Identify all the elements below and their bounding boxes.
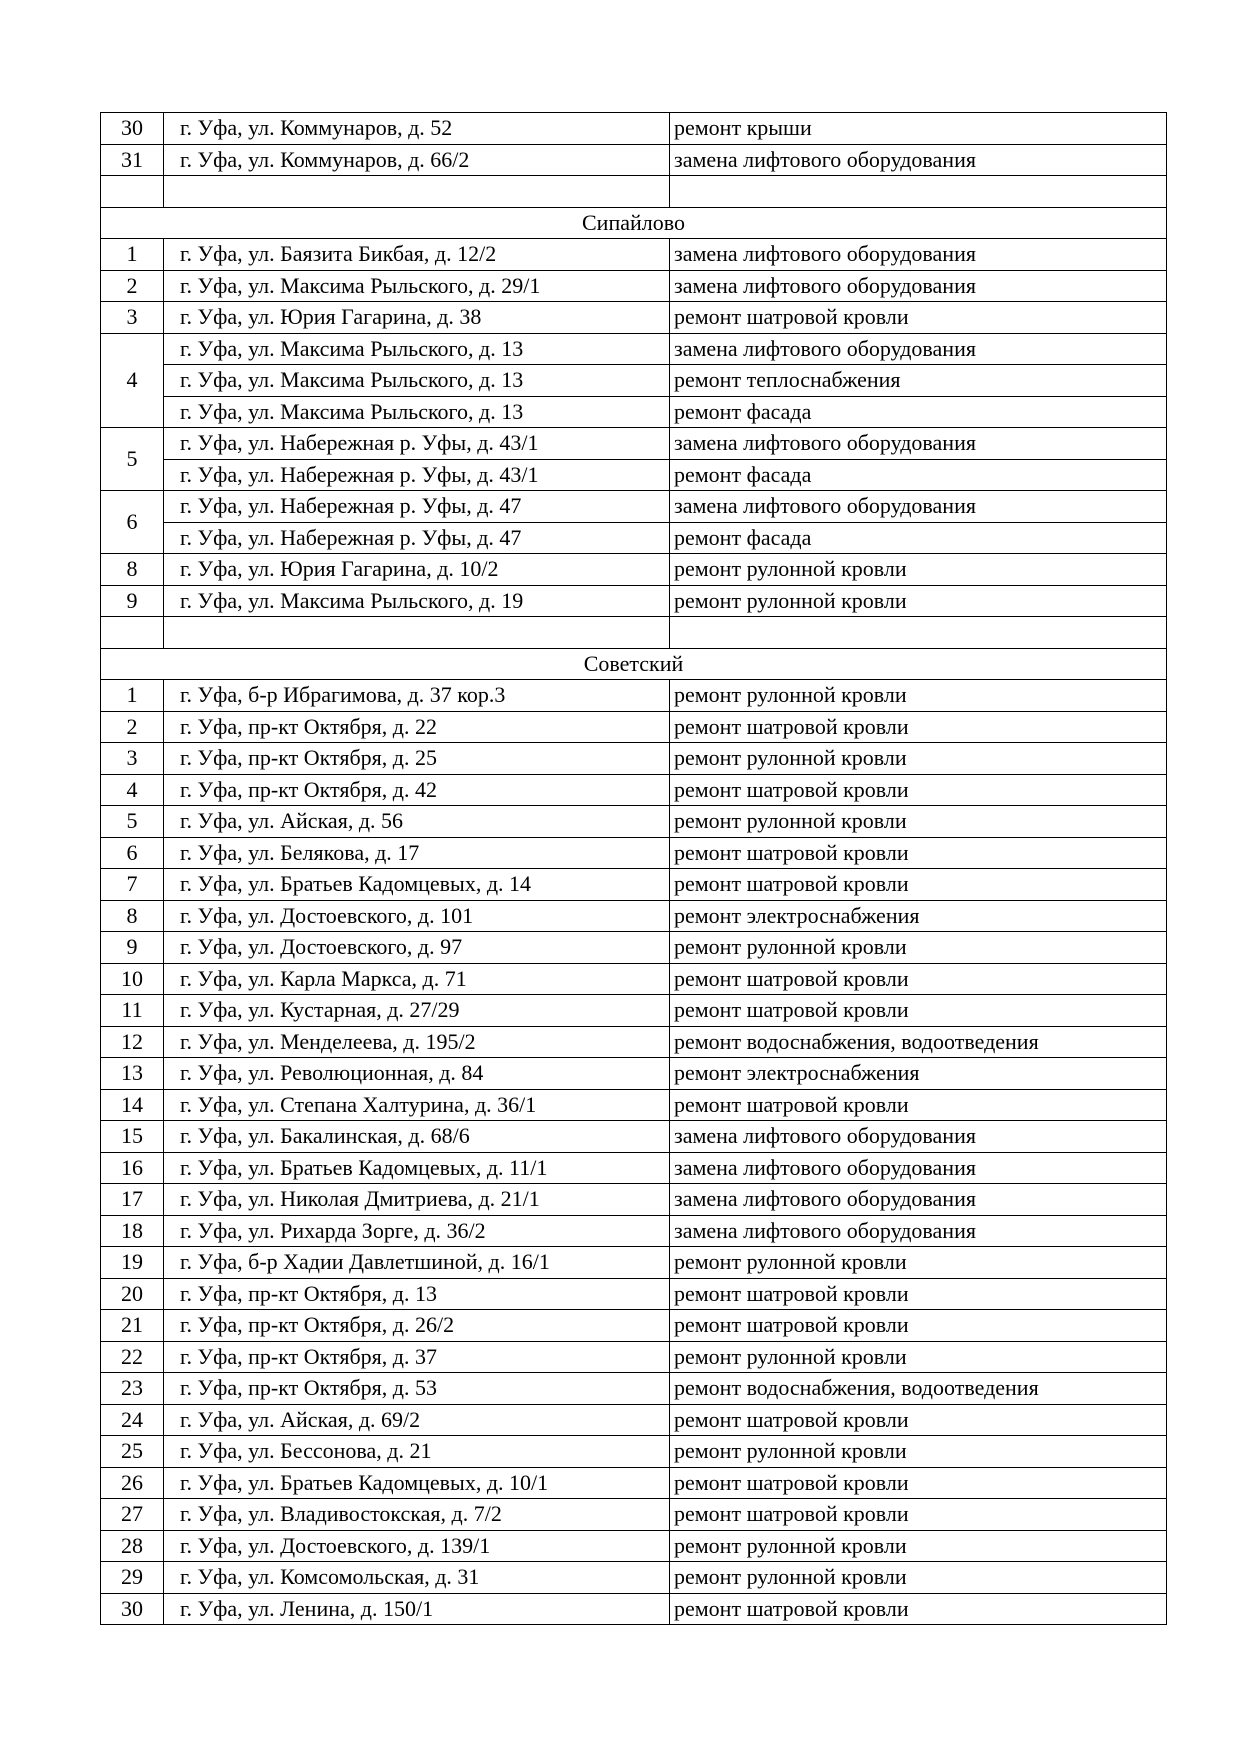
row-number: 27 [101, 1499, 164, 1531]
row-work-type: ремонт шатровой кровли [670, 1278, 1167, 1310]
row-address: г. Уфа, ул. Набережная р. Уфы, д. 43/1 [164, 428, 670, 460]
row-address: г. Уфа, ул. Максима Рыльского, д. 13 [164, 396, 670, 428]
row-address: г. Уфа, ул. Белякова, д. 17 [164, 837, 670, 869]
row-work-type: ремонт шатровой кровли [670, 837, 1167, 869]
row-work-type: ремонт шатровой кровли [670, 711, 1167, 743]
row-number: 1 [101, 680, 164, 712]
row-work-type: замена лифтового оборудования [670, 333, 1167, 365]
row-address: г. Уфа, ул. Карла Маркса, д. 71 [164, 963, 670, 995]
row-address: г. Уфа, ул. Братьев Кадомцевых, д. 11/1 [164, 1152, 670, 1184]
table-row [101, 1562, 1167, 1594]
table-row [101, 428, 1167, 460]
row-number: 12 [101, 1026, 164, 1058]
row-work-type: ремонт фасада [670, 522, 1167, 554]
row-work-type: ремонт шатровой кровли [670, 995, 1167, 1027]
row-address: г. Уфа, ул. Айская, д. 69/2 [164, 1404, 670, 1436]
row-address: г. Уфа, ул. Юрия Гагарина, д. 38 [164, 302, 670, 334]
row-number: 1 [101, 239, 164, 271]
table-row [101, 270, 1167, 302]
row-number: 13 [101, 1058, 164, 1090]
row-work-type: ремонт теплоснабжения [670, 365, 1167, 397]
blank-cell [164, 617, 670, 649]
row-number: 5 [101, 428, 164, 491]
row-number: 6 [101, 491, 164, 554]
row-work-type: ремонт шатровой кровли [670, 1499, 1167, 1531]
row-number: 21 [101, 1310, 164, 1342]
row-address: г. Уфа, ул. Максима Рыльского, д. 13 [164, 365, 670, 397]
row-number: 2 [101, 270, 164, 302]
table-row [101, 1089, 1167, 1121]
blank-cell [101, 176, 164, 208]
row-number: 3 [101, 302, 164, 334]
table-row [101, 680, 1167, 712]
row-number: 24 [101, 1404, 164, 1436]
row-number: 20 [101, 1278, 164, 1310]
table-row [101, 1215, 1167, 1247]
row-number: 6 [101, 837, 164, 869]
row-work-type: ремонт рулонной кровли [670, 554, 1167, 586]
blank-row [101, 617, 1167, 649]
row-work-type: замена лифтового оборудования [670, 1152, 1167, 1184]
row-number: 28 [101, 1530, 164, 1562]
row-address: г. Уфа, пр-кт Октября, д. 25 [164, 743, 670, 775]
row-address: г. Уфа, ул. Достоевского, д. 97 [164, 932, 670, 964]
table-row [101, 774, 1167, 806]
row-number: 26 [101, 1467, 164, 1499]
table-row [101, 806, 1167, 838]
row-work-type: ремонт шатровой кровли [670, 302, 1167, 334]
row-number: 7 [101, 869, 164, 901]
table-row [101, 1184, 1167, 1216]
row-number: 16 [101, 1152, 164, 1184]
table-row [101, 333, 1167, 365]
table-row [101, 1530, 1167, 1562]
row-work-type: ремонт шатровой кровли [670, 869, 1167, 901]
row-address: г. Уфа, ул. Бакалинская, д. 68/6 [164, 1121, 670, 1153]
row-number: 2 [101, 711, 164, 743]
row-number: 14 [101, 1089, 164, 1121]
table-row [101, 1499, 1167, 1531]
row-address: г. Уфа, ул. Братьев Кадомцевых, д. 10/1 [164, 1467, 670, 1499]
row-number: 4 [101, 774, 164, 806]
section-title: Советский [101, 648, 1167, 680]
table-row [101, 239, 1167, 271]
row-address: г. Уфа, ул. Юрия Гагарина, д. 10/2 [164, 554, 670, 586]
table-row [101, 491, 1167, 523]
row-work-type: ремонт шатровой кровли [670, 1467, 1167, 1499]
row-address: г. Уфа, ул. Набережная р. Уфы, д. 47 [164, 522, 670, 554]
row-address: г. Уфа, ул. Комсомольская, д. 31 [164, 1562, 670, 1594]
row-work-type: ремонт шатровой кровли [670, 1593, 1167, 1625]
row-address: г. Уфа, б-р Ибрагимова, д. 37 кор.3 [164, 680, 670, 712]
row-work-type: замена лифтового оборудования [670, 1184, 1167, 1216]
section-header-row [101, 207, 1167, 239]
row-number: 8 [101, 554, 164, 586]
table-row [101, 932, 1167, 964]
row-work-type: ремонт крыши [670, 113, 1167, 145]
row-number: 9 [101, 932, 164, 964]
table-row [101, 837, 1167, 869]
row-work-type: замена лифтового оборудования [670, 1215, 1167, 1247]
table-row [101, 1436, 1167, 1468]
section-title: Сипайлово [101, 207, 1167, 239]
row-work-type: замена лифтового оборудования [670, 239, 1167, 271]
row-number: 19 [101, 1247, 164, 1279]
row-address: г. Уфа, ул. Максима Рыльского, д. 19 [164, 585, 670, 617]
row-number: 17 [101, 1184, 164, 1216]
row-address: г. Уфа, ул. Владивостокская, д. 7/2 [164, 1499, 670, 1531]
row-address: г. Уфа, ул. Набережная р. Уфы, д. 43/1 [164, 459, 670, 491]
row-work-type: ремонт фасада [670, 459, 1167, 491]
row-work-type: ремонт рулонной кровли [670, 680, 1167, 712]
row-address: г. Уфа, ул. Коммунаров, д. 66/2 [164, 144, 670, 176]
table-row [101, 302, 1167, 334]
row-work-type: ремонт рулонной кровли [670, 1562, 1167, 1594]
table-row [101, 1026, 1167, 1058]
row-number: 31 [101, 144, 164, 176]
row-address: г. Уфа, ул. Николая Дмитриева, д. 21/1 [164, 1184, 670, 1216]
row-address: г. Уфа, ул. Революционная, д. 84 [164, 1058, 670, 1090]
row-number: 10 [101, 963, 164, 995]
section-header-row [101, 648, 1167, 680]
row-address: г. Уфа, пр-кт Октября, д. 37 [164, 1341, 670, 1373]
row-address: г. Уфа, пр-кт Октября, д. 13 [164, 1278, 670, 1310]
row-work-type: замена лифтового оборудования [670, 491, 1167, 523]
row-work-type: ремонт водоснабжения, водоотведения [670, 1373, 1167, 1405]
row-address: г. Уфа, б-р Хадии Давлетшиной, д. 16/1 [164, 1247, 670, 1279]
row-work-type: замена лифтового оборудования [670, 270, 1167, 302]
row-address: г. Уфа, ул. Менделеева, д. 195/2 [164, 1026, 670, 1058]
row-address: г. Уфа, пр-кт Октября, д. 22 [164, 711, 670, 743]
blank-cell [670, 176, 1167, 208]
table-row [101, 459, 1167, 491]
row-work-type: ремонт рулонной кровли [670, 806, 1167, 838]
row-work-type: ремонт рулонной кровли [670, 1341, 1167, 1373]
row-address: г. Уфа, ул. Кустарная, д. 27/29 [164, 995, 670, 1027]
table-row [101, 1310, 1167, 1342]
table-row [101, 554, 1167, 586]
row-address: г. Уфа, ул. Достоевского, д. 101 [164, 900, 670, 932]
row-number: 25 [101, 1436, 164, 1468]
table-row [101, 995, 1167, 1027]
row-work-type: ремонт электроснабжения [670, 1058, 1167, 1090]
row-work-type: замена лифтового оборудования [670, 428, 1167, 460]
row-address: г. Уфа, ул. Бессонова, д. 21 [164, 1436, 670, 1468]
row-address: г. Уфа, ул. Достоевского, д. 139/1 [164, 1530, 670, 1562]
row-work-type: ремонт электроснабжения [670, 900, 1167, 932]
row-work-type: ремонт рулонной кровли [670, 743, 1167, 775]
row-address: г. Уфа, ул. Ленина, д. 150/1 [164, 1593, 670, 1625]
table-row [101, 869, 1167, 901]
row-work-type: ремонт фасада [670, 396, 1167, 428]
row-number: 23 [101, 1373, 164, 1405]
table-row [101, 1121, 1167, 1153]
row-address: г. Уфа, пр-кт Октября, д. 26/2 [164, 1310, 670, 1342]
table-row [101, 711, 1167, 743]
row-work-type: ремонт шатровой кровли [670, 1089, 1167, 1121]
repair-list-table [100, 112, 1167, 1625]
row-work-type: ремонт рулонной кровли [670, 1530, 1167, 1562]
row-number: 9 [101, 585, 164, 617]
table-row [101, 522, 1167, 554]
row-address: г. Уфа, ул. Айская, д. 56 [164, 806, 670, 838]
row-work-type: ремонт шатровой кровли [670, 1310, 1167, 1342]
table-row [101, 743, 1167, 775]
table-row [101, 396, 1167, 428]
row-work-type: ремонт рулонной кровли [670, 932, 1167, 964]
blank-row [101, 176, 1167, 208]
blank-cell [670, 617, 1167, 649]
row-number: 29 [101, 1562, 164, 1594]
blank-cell [101, 617, 164, 649]
row-work-type: ремонт рулонной кровли [670, 585, 1167, 617]
table-row [101, 963, 1167, 995]
row-address: г. Уфа, ул. Степана Халтурина, д. 36/1 [164, 1089, 670, 1121]
table-row [101, 1593, 1167, 1625]
blank-cell [164, 176, 670, 208]
row-number: 15 [101, 1121, 164, 1153]
row-number: 18 [101, 1215, 164, 1247]
row-number: 8 [101, 900, 164, 932]
row-address: г. Уфа, ул. Братьев Кадомцевых, д. 14 [164, 869, 670, 901]
row-address: г. Уфа, ул. Баязита Бикбая, д. 12/2 [164, 239, 670, 271]
row-work-type: ремонт шатровой кровли [670, 1404, 1167, 1436]
row-work-type: ремонт шатровой кровли [670, 963, 1167, 995]
table-row [101, 1467, 1167, 1499]
table-row [101, 1058, 1167, 1090]
table-row [101, 113, 1167, 145]
row-number: 22 [101, 1341, 164, 1373]
row-address: г. Уфа, пр-кт Октября, д. 42 [164, 774, 670, 806]
repair-list-body [101, 113, 1167, 1625]
table-row [101, 1247, 1167, 1279]
row-work-type: ремонт шатровой кровли [670, 774, 1167, 806]
row-number: 3 [101, 743, 164, 775]
table-row [101, 900, 1167, 932]
row-address: г. Уфа, ул. Коммунаров, д. 52 [164, 113, 670, 145]
table-row [101, 1373, 1167, 1405]
table-row [101, 144, 1167, 176]
row-number: 30 [101, 113, 164, 145]
row-number: 11 [101, 995, 164, 1027]
row-work-type: ремонт рулонной кровли [670, 1247, 1167, 1279]
row-address: г. Уфа, ул. Максима Рыльского, д. 29/1 [164, 270, 670, 302]
row-work-type: замена лифтового оборудования [670, 1121, 1167, 1153]
row-work-type: ремонт водоснабжения, водоотведения [670, 1026, 1167, 1058]
table-row [101, 1404, 1167, 1436]
row-address: г. Уфа, ул. Максима Рыльского, д. 13 [164, 333, 670, 365]
table-row [101, 1278, 1167, 1310]
row-number: 30 [101, 1593, 164, 1625]
row-address: г. Уфа, ул. Рихарда Зорге, д. 36/2 [164, 1215, 670, 1247]
row-address: г. Уфа, ул. Набережная р. Уфы, д. 47 [164, 491, 670, 523]
table-row [101, 365, 1167, 397]
row-number: 4 [101, 333, 164, 428]
row-address: г. Уфа, пр-кт Октября, д. 53 [164, 1373, 670, 1405]
table-row [101, 585, 1167, 617]
row-work-type: ремонт рулонной кровли [670, 1436, 1167, 1468]
table-row [101, 1152, 1167, 1184]
table-row [101, 1341, 1167, 1373]
row-work-type: замена лифтового оборудования [670, 144, 1167, 176]
row-number: 5 [101, 806, 164, 838]
